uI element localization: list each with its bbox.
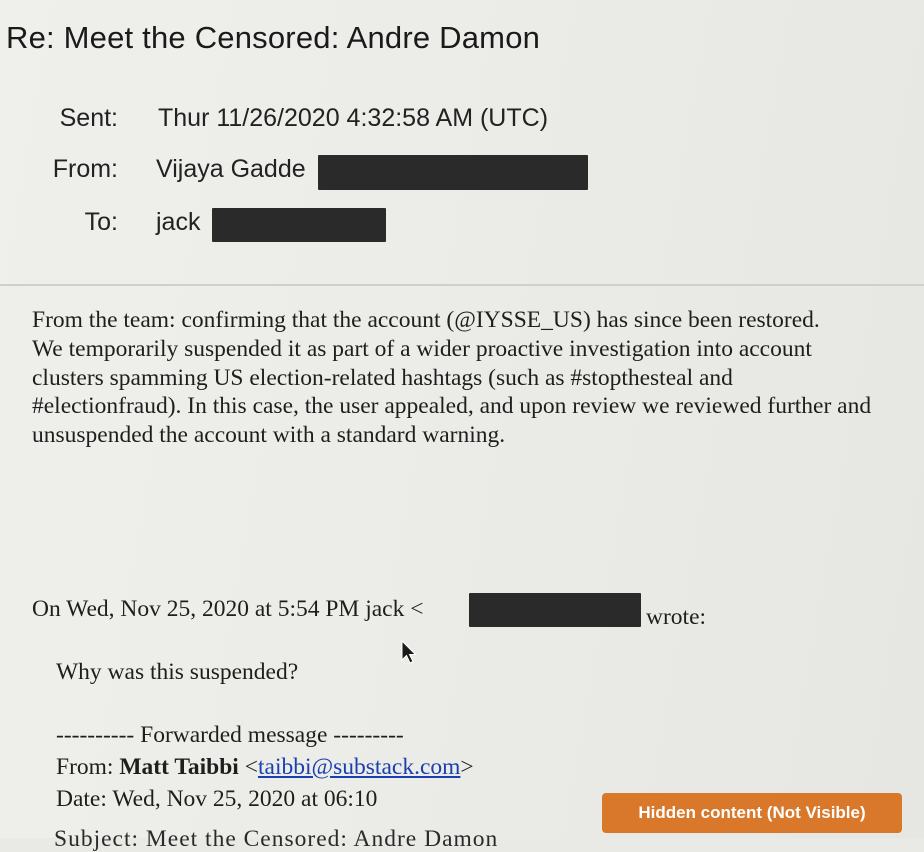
mouse-pointer-icon	[400, 640, 418, 666]
redaction-box	[318, 155, 588, 190]
hidden-content-badge[interactable]: Hidden content (Not Visible)	[602, 793, 902, 833]
email-body	[32, 306, 872, 450]
forwarded-from	[56, 754, 474, 781]
body-paragraph: From the team: confirming that the account (@IYSSE_US) has since been restored.	[32, 307, 820, 333]
forwarded-from-name: Matt Taibbi	[119, 754, 239, 780]
sent-label: Sent:	[59, 104, 118, 132]
quote-intro: On Wed, Nov 25, 2020 at 5:54 PM jack <	[32, 596, 424, 622]
body-paragraph: We temporarily suspended it as part of a wider proactive investigation into account clusters spamming US election-related hashtags (such as #stopthesteal and #electionfraud). In this case, the user appealed, and upon review we reviewed further and unsuspended the account with a standard warning.	[32, 335, 872, 449]
forwarded-from-close: >	[460, 754, 474, 780]
forwarded-date: Date: Wed, Nov 25, 2020 at 06:10	[56, 786, 378, 812]
from-value[interactable]: Vijaya Gadde	[156, 155, 306, 183]
forwarded-separator: ---------- Forwarded message ---------	[56, 722, 404, 748]
to-label: To:	[84, 208, 118, 236]
from-label: From:	[52, 155, 118, 183]
redaction-box	[469, 593, 641, 627]
forwarded-from-open: <	[244, 754, 258, 780]
question-line: Why was this suspended?	[56, 659, 299, 685]
email-header	[0, 0, 924, 285]
quote-wrote: wrote:	[646, 604, 707, 630]
to-value[interactable]: jack	[156, 208, 201, 236]
redaction-box	[212, 208, 386, 242]
forwarded-subject-cut	[54, 818, 524, 852]
header-divider	[0, 284, 924, 286]
email-subject: Re: Meet the Censored: Andre Damon	[6, 20, 541, 55]
forwarded-from-label: From:	[56, 754, 114, 780]
sent-value: Thur 11/26/2020 4:32:58 AM (UTC)	[158, 104, 549, 132]
forwarded-from-email-link[interactable]: taibbi@substack.com	[257, 754, 461, 780]
forwarded-subject-text: Subject: Meet the Censored: Andre Damon	[54, 826, 499, 852]
